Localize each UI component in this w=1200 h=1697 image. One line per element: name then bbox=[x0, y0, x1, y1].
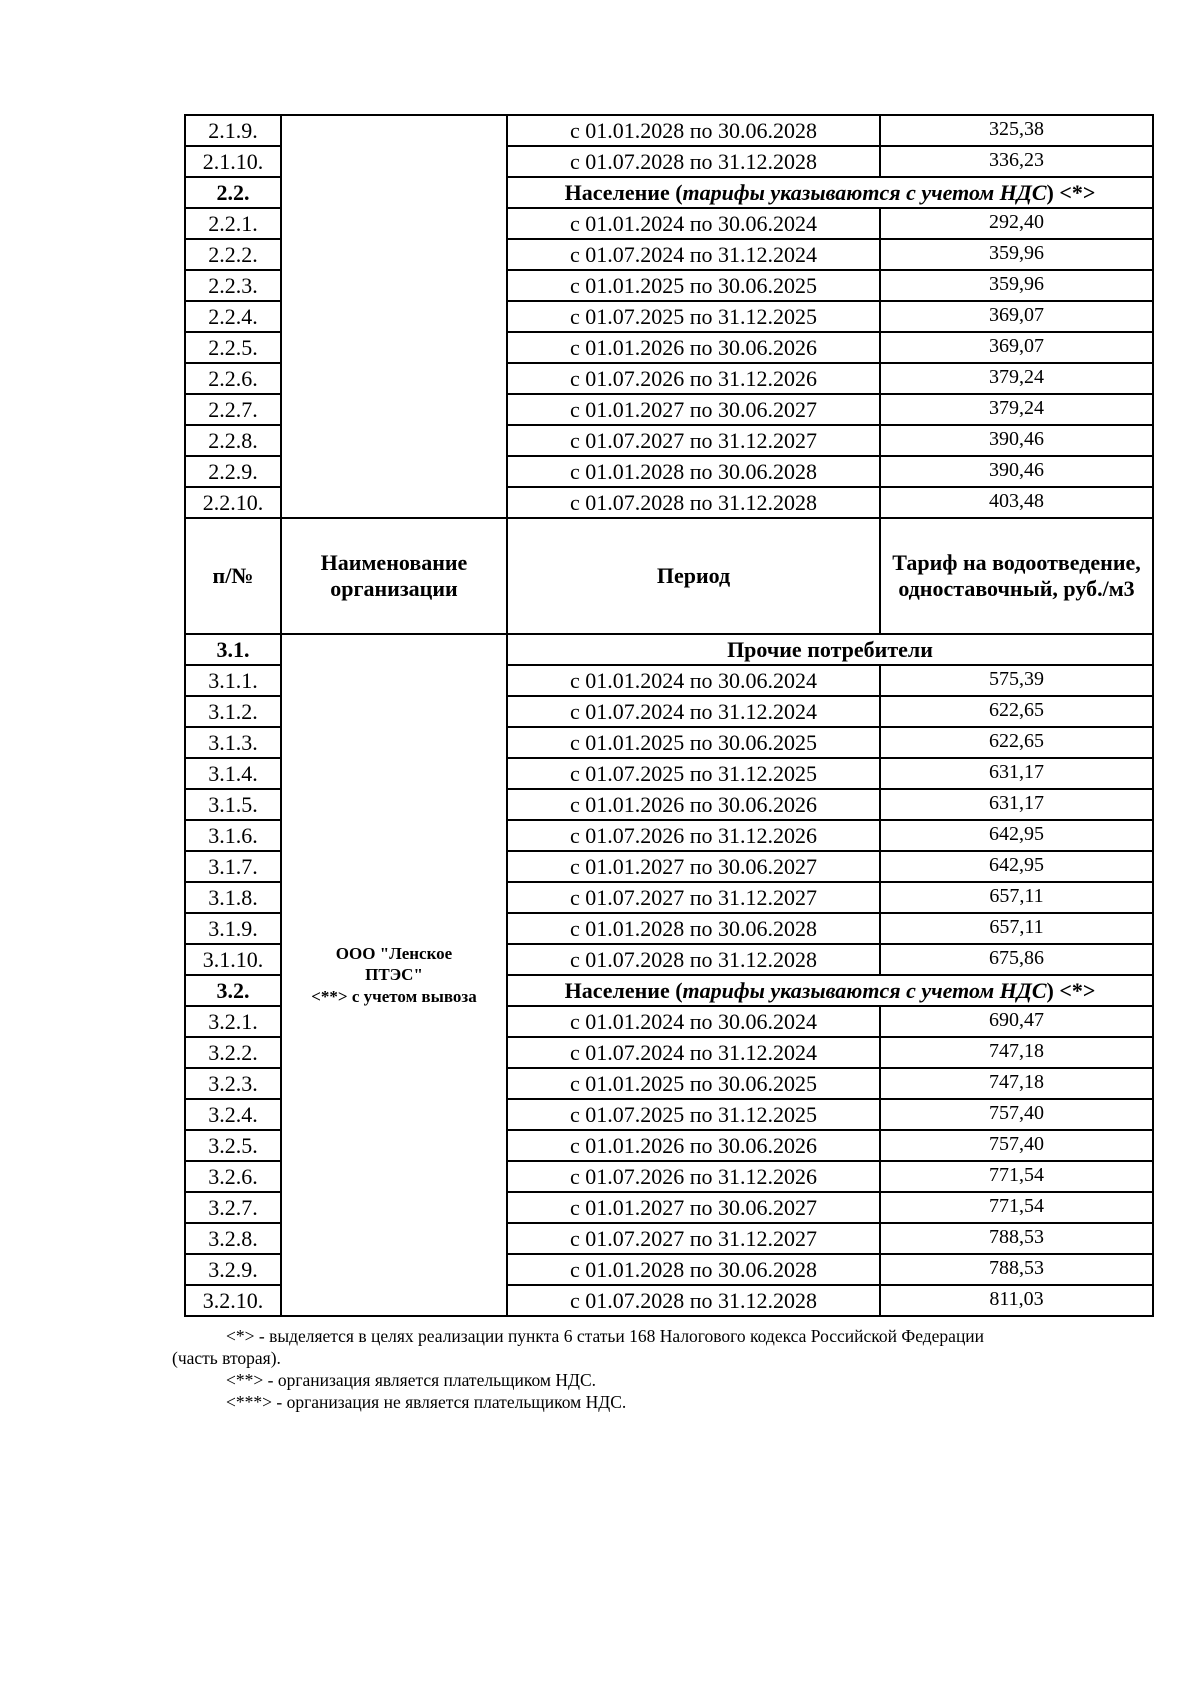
row-value: 369,07 bbox=[880, 301, 1153, 332]
row-period: с 01.07.2026 по 31.12.2026 bbox=[507, 363, 880, 394]
row-period: с 01.07.2027 по 31.12.2027 bbox=[507, 425, 880, 456]
section-title-post: ) <*> bbox=[1046, 977, 1096, 1003]
footnote-vat-allocation-line1: <*> - выделяется в целях реализации пункта 6 статьи 168 Налогового кодекса Российской Федерации bbox=[226, 1326, 985, 1346]
row-value: 690,47 bbox=[880, 1006, 1153, 1037]
section-title: Прочие потребители bbox=[507, 634, 1153, 665]
row-value: 771,54 bbox=[880, 1192, 1153, 1223]
row-number: 3.1.10. bbox=[185, 944, 281, 975]
row-number: 2.2.10. bbox=[185, 487, 281, 518]
row-value: 757,40 bbox=[880, 1130, 1153, 1161]
section-title bbox=[507, 975, 1153, 1006]
row-value: 631,17 bbox=[880, 789, 1153, 820]
row-value: 390,46 bbox=[880, 425, 1153, 456]
organization-name-line1: ООО "Ленское bbox=[335, 944, 453, 964]
row-number: 3.1.9. bbox=[185, 913, 281, 944]
header-organization: Наименование организации bbox=[281, 518, 507, 634]
row-value: 369,07 bbox=[880, 332, 1153, 363]
row-value: 379,24 bbox=[880, 394, 1153, 425]
section-title-post: ) <*> bbox=[1046, 179, 1096, 205]
row-number: 2.1.9. bbox=[185, 115, 281, 146]
row-value: 657,11 bbox=[880, 913, 1153, 944]
row-period: с 01.01.2028 по 30.06.2028 bbox=[507, 115, 880, 146]
row-number: 2.2.3. bbox=[185, 270, 281, 301]
footnote-not-vat-payer: <***> - организация не является плательщиком НДС. bbox=[226, 1392, 627, 1412]
row-period: с 01.01.2024 по 30.06.2024 bbox=[507, 1006, 880, 1037]
section-title-italic: тарифы указываются с учетом НДС bbox=[682, 179, 1047, 205]
row-period: с 01.07.2027 по 31.12.2027 bbox=[507, 882, 880, 913]
organization-cell bbox=[281, 634, 507, 1316]
row-value: 788,53 bbox=[880, 1223, 1153, 1254]
row-number: 3.2.7. bbox=[185, 1192, 281, 1223]
row-value: 757,40 bbox=[880, 1099, 1153, 1130]
section-title-pre: Население ( bbox=[564, 179, 683, 205]
row-period: с 01.01.2026 по 30.06.2026 bbox=[507, 789, 880, 820]
row-value: 771,54 bbox=[880, 1161, 1153, 1192]
row-value: 675,86 bbox=[880, 944, 1153, 975]
footnote-vat-payer: <**> - организация является плательщиком НДС. bbox=[226, 1370, 596, 1390]
organization-note: <**> с учетом вывоза bbox=[311, 986, 477, 1006]
row-number: 3.1.2. bbox=[185, 696, 281, 727]
row-period: с 01.07.2024 по 31.12.2024 bbox=[507, 696, 880, 727]
section-title-italic: тарифы указываются с учетом НДС bbox=[682, 977, 1047, 1003]
row-number: 3.2.10. bbox=[185, 1285, 281, 1316]
row-period: с 01.01.2024 по 30.06.2024 bbox=[507, 665, 880, 696]
row-period: с 01.07.2024 по 31.12.2024 bbox=[507, 239, 880, 270]
row-number: 3.2.3. bbox=[185, 1068, 281, 1099]
row-value: 622,65 bbox=[880, 727, 1153, 758]
table-header-row bbox=[185, 518, 1153, 634]
row-value: 622,65 bbox=[880, 696, 1153, 727]
row-number: 3.2.5. bbox=[185, 1130, 281, 1161]
row-period: с 01.01.2025 по 30.06.2025 bbox=[507, 727, 880, 758]
row-period: с 01.01.2025 по 30.06.2025 bbox=[507, 270, 880, 301]
row-number: 2.2.5. bbox=[185, 332, 281, 363]
row-period: с 01.07.2025 по 31.12.2025 bbox=[507, 758, 880, 789]
row-number: 2.2.6. bbox=[185, 363, 281, 394]
row-value: 788,53 bbox=[880, 1254, 1153, 1285]
row-value: 292,40 bbox=[880, 208, 1153, 239]
header-number: п/№ bbox=[185, 518, 281, 634]
row-period: с 01.07.2026 по 31.12.2026 bbox=[507, 1161, 880, 1192]
row-number: 3.1.8. bbox=[185, 882, 281, 913]
row-period: с 01.01.2026 по 30.06.2026 bbox=[507, 332, 880, 363]
row-value: 325,38 bbox=[880, 115, 1153, 146]
section-title-pre: Население ( bbox=[564, 977, 683, 1003]
row-number: 2.2.1. bbox=[185, 208, 281, 239]
organization-cell-blank bbox=[281, 115, 507, 518]
section-number: 3.1. bbox=[185, 634, 281, 665]
row-number: 3.2.4. bbox=[185, 1099, 281, 1130]
row-value: 642,95 bbox=[880, 820, 1153, 851]
row-period: с 01.07.2028 по 31.12.2028 bbox=[507, 487, 880, 518]
row-period: с 01.07.2025 по 31.12.2025 bbox=[507, 1099, 880, 1130]
tariff-table bbox=[184, 114, 1154, 1317]
row-period: с 01.01.2027 по 30.06.2027 bbox=[507, 1192, 880, 1223]
row-period: с 01.01.2025 по 30.06.2025 bbox=[507, 1068, 880, 1099]
organization-name-line2: ПТЭС" bbox=[365, 965, 423, 985]
footnote-vat-allocation-cont: (часть вторая). bbox=[172, 1348, 281, 1368]
row-value: 747,18 bbox=[880, 1068, 1153, 1099]
row-value: 575,39 bbox=[880, 665, 1153, 696]
row-number: 3.2.1. bbox=[185, 1006, 281, 1037]
row-number: 2.2.2. bbox=[185, 239, 281, 270]
row-number: 3.1.4. bbox=[185, 758, 281, 789]
row-number: 3.2.8. bbox=[185, 1223, 281, 1254]
tariff-table-body bbox=[185, 115, 1153, 1316]
row-period: с 01.07.2026 по 31.12.2026 bbox=[507, 820, 880, 851]
row-value: 631,17 bbox=[880, 758, 1153, 789]
row-period: с 01.01.2024 по 30.06.2024 bbox=[507, 208, 880, 239]
section-title bbox=[507, 177, 1153, 208]
row-value: 811,03 bbox=[880, 1285, 1153, 1316]
row-value: 642,95 bbox=[880, 851, 1153, 882]
row-number: 2.2.4. bbox=[185, 301, 281, 332]
row-period: с 01.07.2028 по 31.12.2028 bbox=[507, 146, 880, 177]
row-period: с 01.07.2025 по 31.12.2025 bbox=[507, 301, 880, 332]
row-number: 3.1.5. bbox=[185, 789, 281, 820]
row-period: с 01.07.2024 по 31.12.2024 bbox=[507, 1037, 880, 1068]
row-number: 3.1.1. bbox=[185, 665, 281, 696]
row-number: 2.1.10. bbox=[185, 146, 281, 177]
row-value: 359,96 bbox=[880, 270, 1153, 301]
row-period: с 01.01.2028 по 30.06.2028 bbox=[507, 1254, 880, 1285]
row-period: с 01.01.2028 по 30.06.2028 bbox=[507, 913, 880, 944]
row-number: 3.1.7. bbox=[185, 851, 281, 882]
row-value: 359,96 bbox=[880, 239, 1153, 270]
row-number: 3.2.6. bbox=[185, 1161, 281, 1192]
row-number: 3.2.2. bbox=[185, 1037, 281, 1068]
row-value: 657,11 bbox=[880, 882, 1153, 913]
section-number: 2.2. bbox=[185, 177, 281, 208]
section-number: 3.2. bbox=[185, 975, 281, 1006]
row-period: с 01.07.2028 по 31.12.2028 bbox=[507, 1285, 880, 1316]
row-period: с 01.01.2026 по 30.06.2026 bbox=[507, 1130, 880, 1161]
row-number: 2.2.9. bbox=[185, 456, 281, 487]
row-period: с 01.01.2027 по 30.06.2027 bbox=[507, 394, 880, 425]
row-value: 403,48 bbox=[880, 487, 1153, 518]
section-row bbox=[185, 634, 1153, 665]
footnotes bbox=[172, 1325, 1152, 1413]
row-number: 2.2.8. bbox=[185, 425, 281, 456]
row-value: 390,46 bbox=[880, 456, 1153, 487]
header-tariff: Тариф на водоотведение, одноставочный, руб./м3 bbox=[880, 518, 1153, 634]
row-period: с 01.01.2028 по 30.06.2028 bbox=[507, 456, 880, 487]
row-number: 3.1.3. bbox=[185, 727, 281, 758]
row-number: 3.1.6. bbox=[185, 820, 281, 851]
row-period: с 01.07.2027 по 31.12.2027 bbox=[507, 1223, 880, 1254]
table-row bbox=[185, 115, 1153, 146]
row-number: 3.2.9. bbox=[185, 1254, 281, 1285]
row-value: 336,23 bbox=[880, 146, 1153, 177]
row-period: с 01.07.2028 по 31.12.2028 bbox=[507, 944, 880, 975]
row-number: 2.2.7. bbox=[185, 394, 281, 425]
row-period: с 01.01.2027 по 30.06.2027 bbox=[507, 851, 880, 882]
row-value: 379,24 bbox=[880, 363, 1153, 394]
footnote-vat-allocation bbox=[172, 1325, 1152, 1347]
header-period: Период bbox=[507, 518, 880, 634]
row-value: 747,18 bbox=[880, 1037, 1153, 1068]
